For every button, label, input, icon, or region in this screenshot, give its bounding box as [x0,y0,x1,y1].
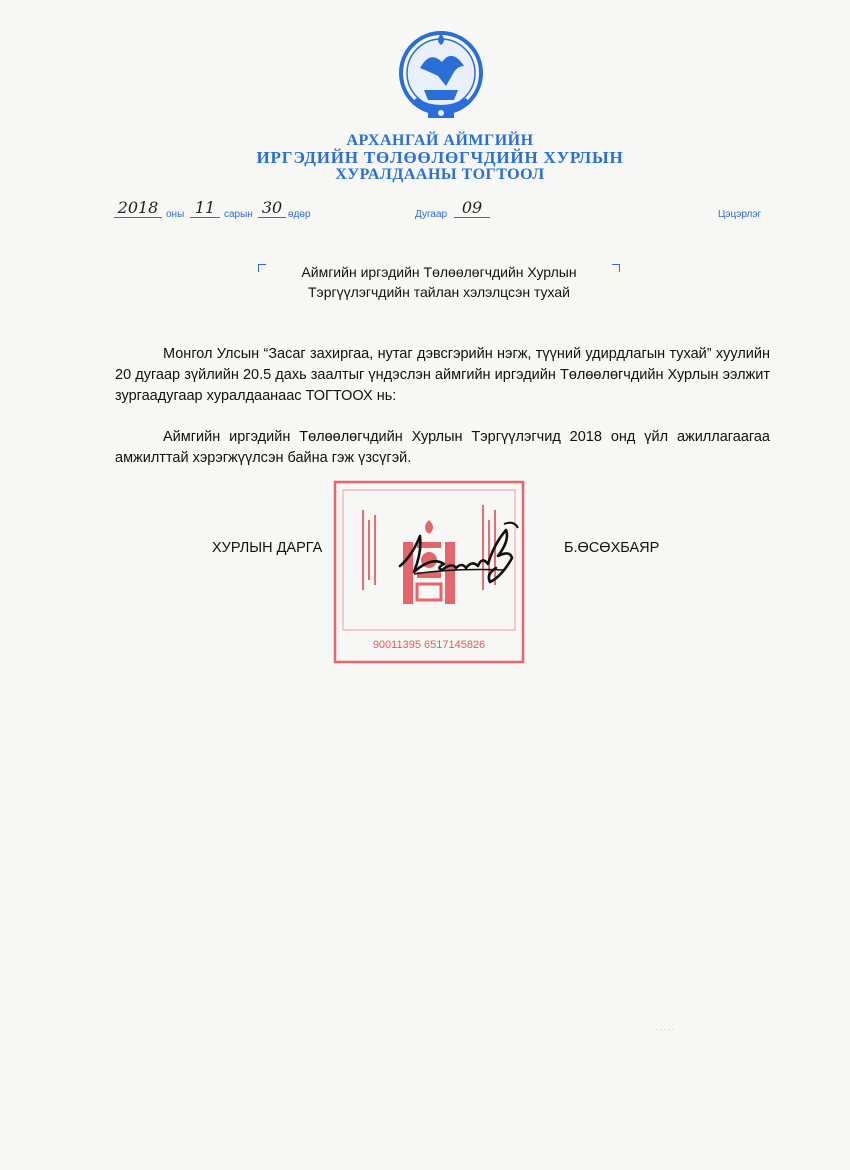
number-label: Дугаар [415,209,448,220]
date-line [0,198,850,222]
year-label: оны [166,209,185,220]
subject-line-2: Тэргүүлэгчдийн тайлан хэлэлцсэн тухай [308,284,570,300]
document-body [115,344,770,489]
month-label: сарын [224,209,253,220]
faint-mark: ····· [655,1024,675,1034]
header-line-1: АРХАНГАЙ АЙМГИЙН [346,132,534,149]
header-line-2: ИРГЭДИЙН ТӨЛӨӨЛӨГЧДИЙН ХУРЛЫН [256,148,624,167]
document-header [200,132,680,183]
stamp-number: 90011395 6517145826 [372,639,486,651]
month-field: 11 [190,198,220,218]
header-line-3: ХУРАЛДААНЫ ТОГТООЛ [335,166,545,183]
body-paragraph-1: Монгол Улсын “Засаг захиргаа, нутаг дэвсгэрийн нэгж, түүний удирдлагын тухай” хуулийн 20 дугаар зүйлийн 20.5 дахь заалтыг үндэслэн аймгийн иргэдийн Төлөөлөгчдийн Хурлын ээлжит зургаадугаар хуралдаанаас ТОГТООХ нь: [115,346,770,404]
day-field: 30 [258,198,286,218]
year-field: 2018 [114,198,162,218]
body-paragraph-2: Аймгийн иргэдийн Төлөөлөгчдийн Хурлын Тэргүүлэгчид 2018 онд үйл ажиллагаагаа амжилттай хэрэгжүүлсэн байна гэж үзсүгэй. [115,429,770,466]
document-subject [258,262,620,312]
place-label: Цэцэрлэг [718,209,762,220]
signer-title: ХУРЛЫН ДАРГА [212,540,323,556]
handwritten-signature [392,512,542,602]
subject-corner-right [612,264,620,272]
subject-line-1: Аймгийн иргэдийн Төлөөлөгчдийн Хурлын [301,264,577,280]
number-field: 09 [454,198,490,218]
subject-corner-left [258,264,266,272]
day-label: өдөр [288,209,311,220]
signer-name: Б.ӨСӨХБАЯР [564,540,660,556]
state-emblem-icon [398,28,484,126]
